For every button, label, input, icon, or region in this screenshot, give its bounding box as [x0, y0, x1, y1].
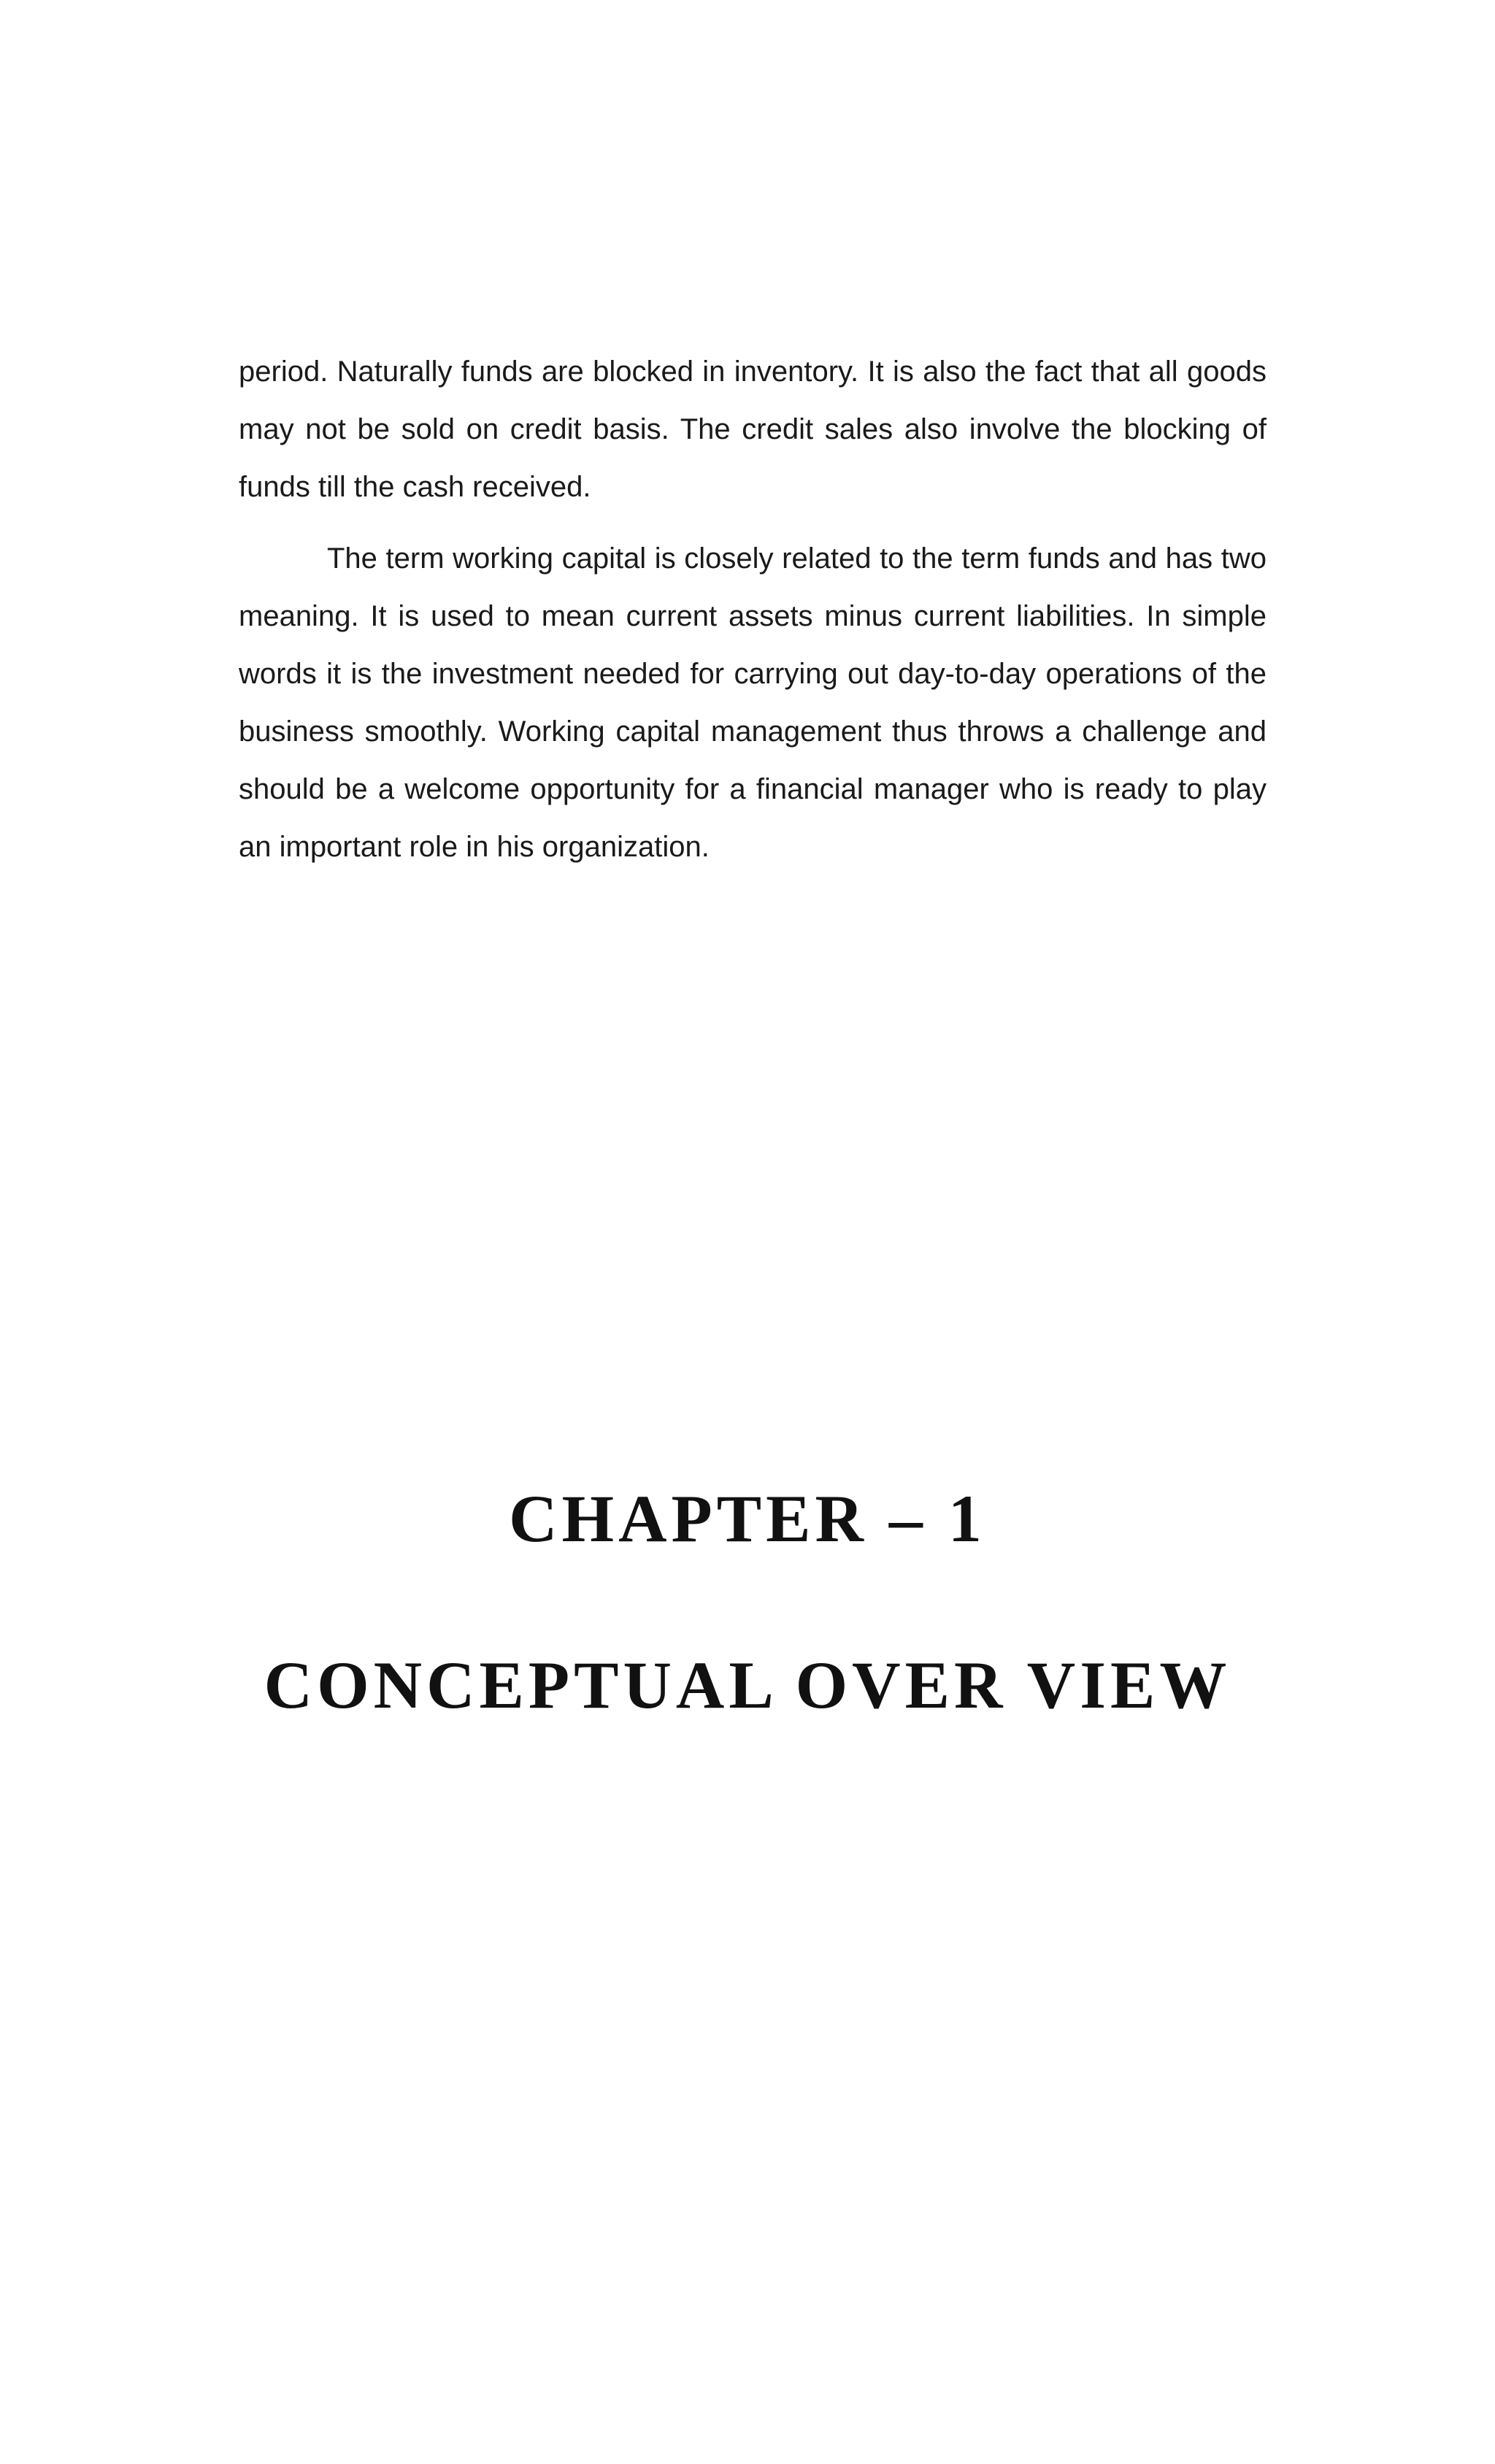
body-text — [239, 343, 1267, 876]
chapter-title-heading: CONCEPTUAL OVER VIEW — [264, 1648, 1231, 1722]
paragraph-working-capital: The term working capital is closely related to the term funds and has two meaning. It is used to mean current assets minus current liabilities. In simple words it is the investment needed for carrying out day-to-day operations of the business smoothly. Working capital management thus throws a challenge and should be a welcome opportunity for a financial manager who is ready to play an important role in his organization. — [239, 542, 1267, 863]
paragraph-continuation: period. Naturally funds are blocked in inventory. It is also the fact that all goods may not be sold on credit basis. The credit sales also involve the blocking of funds till the cash received. — [239, 356, 1267, 503]
chapter-number-heading: CHAPTER – 1 — [509, 1481, 986, 1556]
